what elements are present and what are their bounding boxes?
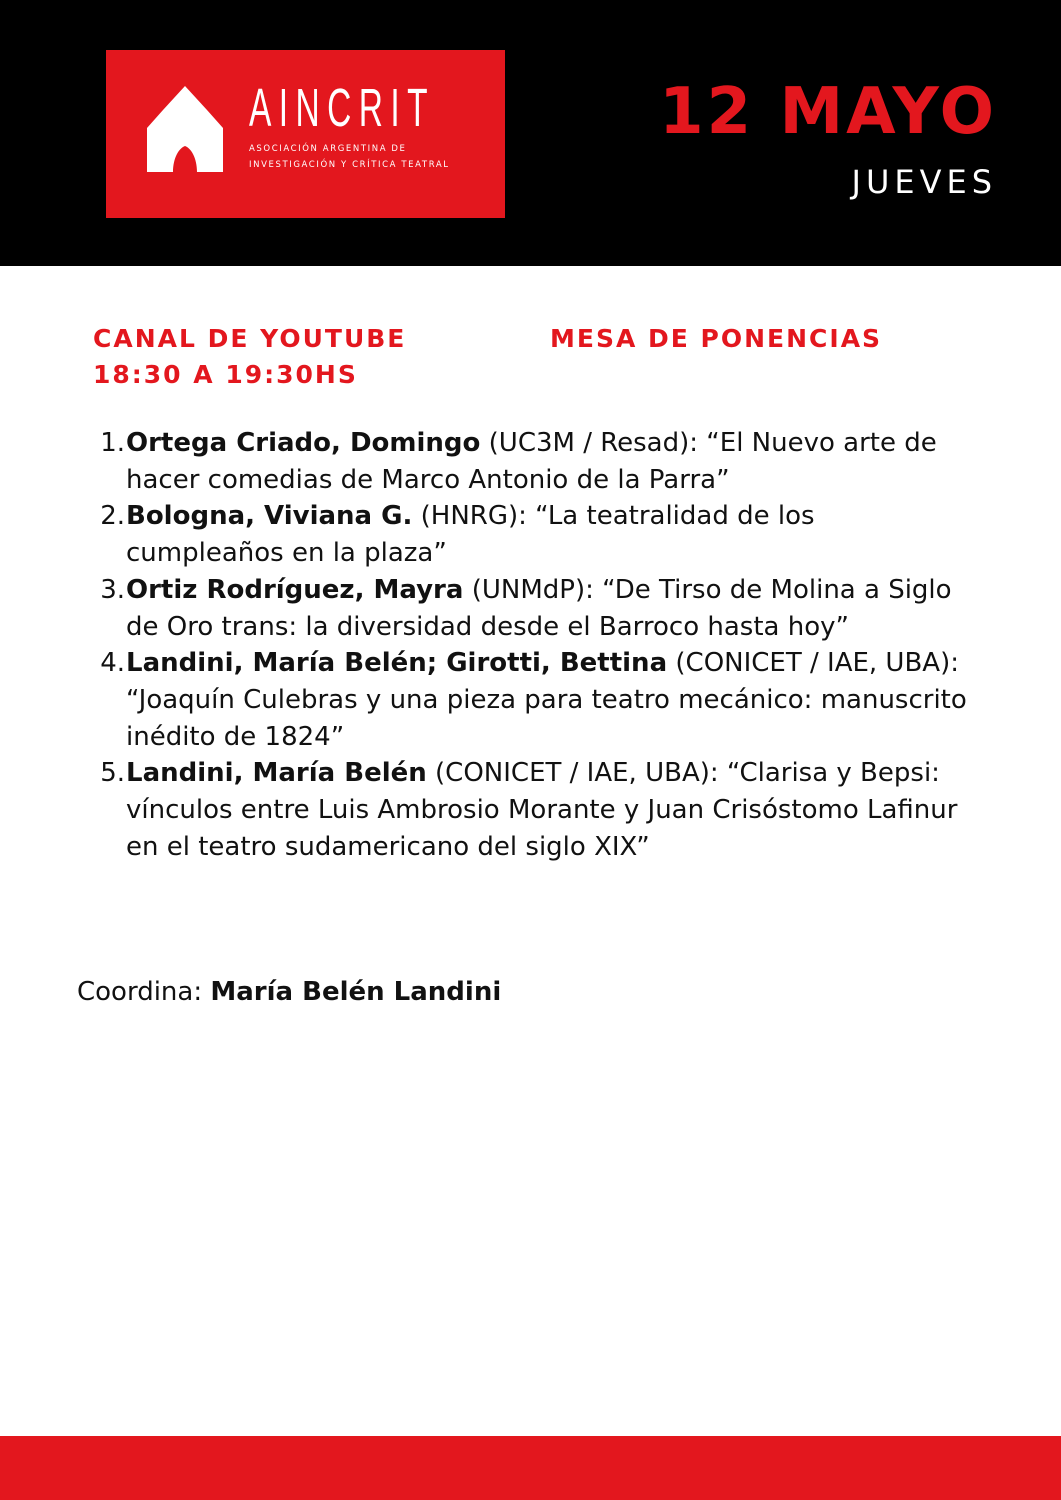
session-title: MESA DE PONENCIAS — [550, 324, 883, 353]
event-time: 18:30 A 19:30HS — [93, 360, 358, 389]
coordinator-name: María Belén Landini — [210, 977, 502, 1007]
event-date: 12 MAYO — [659, 75, 997, 149]
channel-label: CANAL DE YOUTUBE — [93, 324, 407, 353]
talk-details: (CONICET / IAE, UBA): “Clarisa y Bepsi: vínculos entre Luis Ambrosio Morante y Juan Crisóstomo Lafinur en el teatro sudamericano del siglo XIX” — [126, 758, 958, 862]
coordinator-label: Coordina: — [77, 977, 211, 1007]
event-weekday: JUEVES — [851, 163, 997, 201]
talk-number: 1. — [100, 428, 125, 458]
talk-authors: Ortiz Rodríguez, Mayra — [126, 574, 464, 605]
aincrit-logo — [106, 50, 505, 218]
talk-number: 2. — [100, 501, 125, 532]
talk-authors: Ortega Criado, Domingo — [126, 428, 481, 458]
list-item — [80, 498, 980, 571]
logo-subtitle-line2: INVESTIGACIÓN Y CRÍTICA TEATRAL — [249, 160, 450, 170]
talk-authors: Landini, María Belén — [126, 758, 427, 789]
talk-number: 5. — [100, 758, 125, 789]
talk-details: (UC3M / Resad): “El Nuevo arte de hacer comedias de Marco Antonio de la Parra” — [126, 428, 937, 495]
talk-details: (HNRG): “La teatralidad de los cumpleaños en la plaza” — [126, 501, 815, 569]
list-item — [80, 755, 980, 865]
logo-name: AINCRIT — [249, 78, 435, 138]
coordinator-line — [77, 974, 501, 1010]
talk-authors: Bologna, Viviana G. — [126, 501, 413, 532]
header-band — [0, 0, 1061, 266]
list-item — [80, 645, 980, 755]
list-item — [80, 425, 980, 498]
talks-list — [80, 425, 980, 865]
footer-band — [0, 1436, 1061, 1500]
tent-house-icon — [145, 84, 225, 174]
talk-number: 4. — [100, 648, 125, 679]
logo-subtitle-line1: ASOCIACIÓN ARGENTINA DE — [249, 144, 407, 154]
talk-authors: Landini, María Belén; Girotti, Bettina — [126, 648, 668, 679]
talk-number: 3. — [100, 574, 125, 605]
list-item — [80, 572, 980, 645]
talk-details: (UNMdP): “De Tirso de Molina a Siglo de Oro trans: la diversidad desde el Barroco hasta hoy” — [126, 574, 952, 642]
talk-details: (CONICET / IAE, UBA): “Joaquín Culebras y una pieza para teatro mecánico: manuscrito inédito de 1824” — [126, 648, 967, 752]
